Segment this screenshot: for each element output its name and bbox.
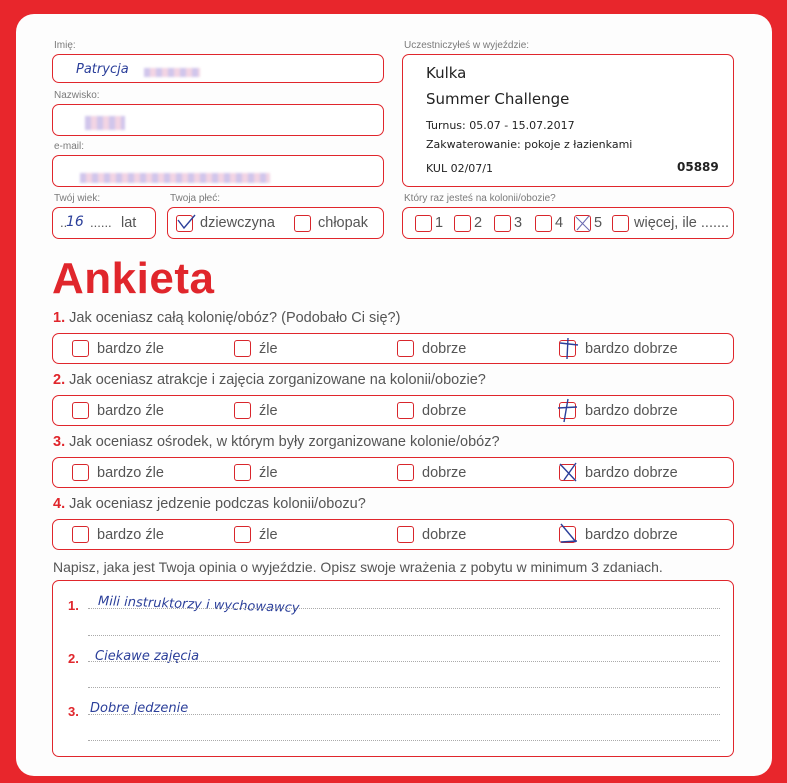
q4-label-dobrze: dobrze bbox=[422, 527, 467, 543]
question-3-num: 3. bbox=[53, 434, 66, 450]
question-1 bbox=[53, 310, 400, 326]
q3-label-dobrze: dobrze bbox=[422, 465, 467, 481]
option-dziewczyna: dziewczyna bbox=[200, 215, 275, 231]
question-1-text: Jak oceniasz całą kolonię/obóz? (Podobało Ci się?) bbox=[69, 310, 401, 326]
q2-label-zle: źle bbox=[259, 403, 278, 419]
checkbox-times-1[interactable] bbox=[415, 215, 432, 232]
q2-label-bardzo-dobrze: bardzo dobrze bbox=[585, 403, 678, 419]
q1-checkbox-bardzo-zle[interactable] bbox=[72, 340, 89, 357]
camp-code: KUL 02/07/1 bbox=[426, 162, 493, 175]
q4-label-zle: źle bbox=[259, 527, 278, 543]
label-email: e-mail: bbox=[54, 141, 85, 152]
question-3 bbox=[53, 434, 500, 450]
q3-label-zle: źle bbox=[259, 465, 278, 481]
checkbox-times-more[interactable] bbox=[612, 215, 629, 232]
q1-label-dobrze: dobrze bbox=[422, 341, 467, 357]
cross-mark-icon bbox=[558, 522, 580, 546]
question-4-text: Jak oceniasz jedzenie podczas kolonii/obozu? bbox=[69, 496, 366, 512]
q3-label-bardzo-zle: bardzo źle bbox=[97, 465, 164, 481]
question-4 bbox=[53, 496, 366, 512]
wiek-prefix: .. bbox=[60, 215, 68, 230]
wiek-handwritten: 16 bbox=[66, 214, 84, 230]
q3-checkbox-dobrze[interactable] bbox=[397, 464, 414, 481]
redacted-email bbox=[80, 173, 270, 183]
opinion-line-2-num: 2. bbox=[68, 651, 79, 666]
wiek-unit: lat bbox=[121, 215, 137, 231]
opinion-dotted-line bbox=[88, 740, 720, 741]
camp-number: 05889 bbox=[677, 160, 719, 174]
label-plec: Twoja płeć: bbox=[170, 193, 221, 204]
check-mark-icon bbox=[176, 213, 198, 233]
cross-mark-icon bbox=[556, 398, 580, 424]
q1-label-bardzo-dobrze: bardzo dobrze bbox=[585, 341, 678, 357]
times-3-label: 3 bbox=[514, 215, 523, 231]
opinion-dotted-line bbox=[88, 635, 720, 636]
checkbox-times-3[interactable] bbox=[494, 215, 511, 232]
question-1-num: 1. bbox=[53, 310, 66, 326]
q1-checkbox-zle[interactable] bbox=[234, 340, 251, 357]
label-imie: Imię: bbox=[54, 40, 76, 51]
cross-mark-icon bbox=[574, 214, 592, 233]
cross-mark-icon bbox=[558, 337, 580, 361]
opinion-dotted-line bbox=[88, 687, 720, 688]
q4-checkbox-zle[interactable] bbox=[234, 526, 251, 543]
opinion-line-2-text: Ciekawe zajęcia bbox=[95, 649, 200, 664]
redacted-nazwisko bbox=[85, 116, 125, 130]
question-2 bbox=[53, 372, 486, 388]
opinion-line-3-num: 3. bbox=[68, 704, 79, 719]
times-4-label: 4 bbox=[555, 215, 564, 231]
option-chlopak: chłopak bbox=[318, 215, 368, 231]
question-4-num: 4. bbox=[53, 496, 66, 512]
opinion-line-1-num: 1. bbox=[68, 598, 79, 613]
q4-label-bardzo-dobrze: bardzo dobrze bbox=[585, 527, 678, 543]
q1-checkbox-dobrze[interactable] bbox=[397, 340, 414, 357]
checkbox-chlopak[interactable] bbox=[294, 215, 311, 232]
label-nazwisko: Nazwisko: bbox=[54, 90, 100, 101]
q2-checkbox-bardzo-zle[interactable] bbox=[72, 402, 89, 419]
question-2-text: Jak oceniasz atrakcje i zajęcia zorganizowane na kolonii/obozie? bbox=[69, 372, 486, 388]
times-1-label: 1 bbox=[435, 215, 444, 231]
cross-mark-icon bbox=[558, 461, 580, 483]
question-3-text: Jak oceniasz ośrodek, w którym były zorganizowane kolonie/obóz? bbox=[69, 434, 500, 450]
label-wiek: Twój wiek: bbox=[54, 193, 101, 204]
q2-checkbox-dobrze[interactable] bbox=[397, 402, 414, 419]
opinion-dotted-line bbox=[88, 608, 720, 609]
q3-label-bardzo-dobrze: bardzo dobrze bbox=[585, 465, 678, 481]
q2-label-bardzo-zle: bardzo źle bbox=[97, 403, 164, 419]
q1-label-bardzo-zle: bardzo źle bbox=[97, 341, 164, 357]
opinion-dotted-line bbox=[88, 714, 720, 715]
wiek-dots: ...... bbox=[90, 215, 112, 230]
question-2-num: 2. bbox=[53, 372, 66, 388]
q2-checkbox-zle[interactable] bbox=[234, 402, 251, 419]
camp-zakwaterowanie: Zakwaterowanie: pokoje z łazienkami bbox=[426, 138, 633, 151]
q4-checkbox-dobrze[interactable] bbox=[397, 526, 414, 543]
times-2-label: 2 bbox=[474, 215, 483, 231]
label-uczestniczyles: Uczestniczyłeś w wyjeździe: bbox=[404, 40, 530, 51]
redacted-surname-scribble bbox=[144, 68, 200, 77]
checkbox-times-4[interactable] bbox=[535, 215, 552, 232]
imie-handwritten: Patrycja bbox=[76, 62, 129, 77]
q3-checkbox-bardzo-zle[interactable] bbox=[72, 464, 89, 481]
q2-label-dobrze: dobrze bbox=[422, 403, 467, 419]
opinion-dotted-line bbox=[88, 661, 720, 662]
opinion-prompt: Napisz, jaka jest Twoja opinia o wyjeździe. Opisz swoje wrażenia z pobytu w minimum 3 zdaniach. bbox=[53, 559, 663, 575]
q4-label-bardzo-zle: bardzo źle bbox=[97, 527, 164, 543]
q1-label-zle: źle bbox=[259, 341, 278, 357]
opinion-line-1-text: Mili instruktorzy i wychowawcy bbox=[97, 594, 300, 617]
camp-program: Summer Challenge bbox=[426, 90, 570, 108]
times-5-label: 5 bbox=[594, 215, 603, 231]
camp-turnus: Turnus: 05.07 - 15.07.2017 bbox=[426, 119, 575, 132]
survey-title: Ankieta bbox=[52, 254, 215, 303]
opinion-line-3-text: Dobre jedzenie bbox=[90, 701, 189, 716]
checkbox-times-2[interactable] bbox=[454, 215, 471, 232]
q4-checkbox-bardzo-zle[interactable] bbox=[72, 526, 89, 543]
q3-checkbox-zle[interactable] bbox=[234, 464, 251, 481]
times-more-label: więcej, ile ....... bbox=[634, 215, 730, 231]
label-ktory-raz: Który raz jesteś na kolonii/obozie? bbox=[404, 193, 556, 204]
camp-name: Kulka bbox=[426, 64, 467, 82]
